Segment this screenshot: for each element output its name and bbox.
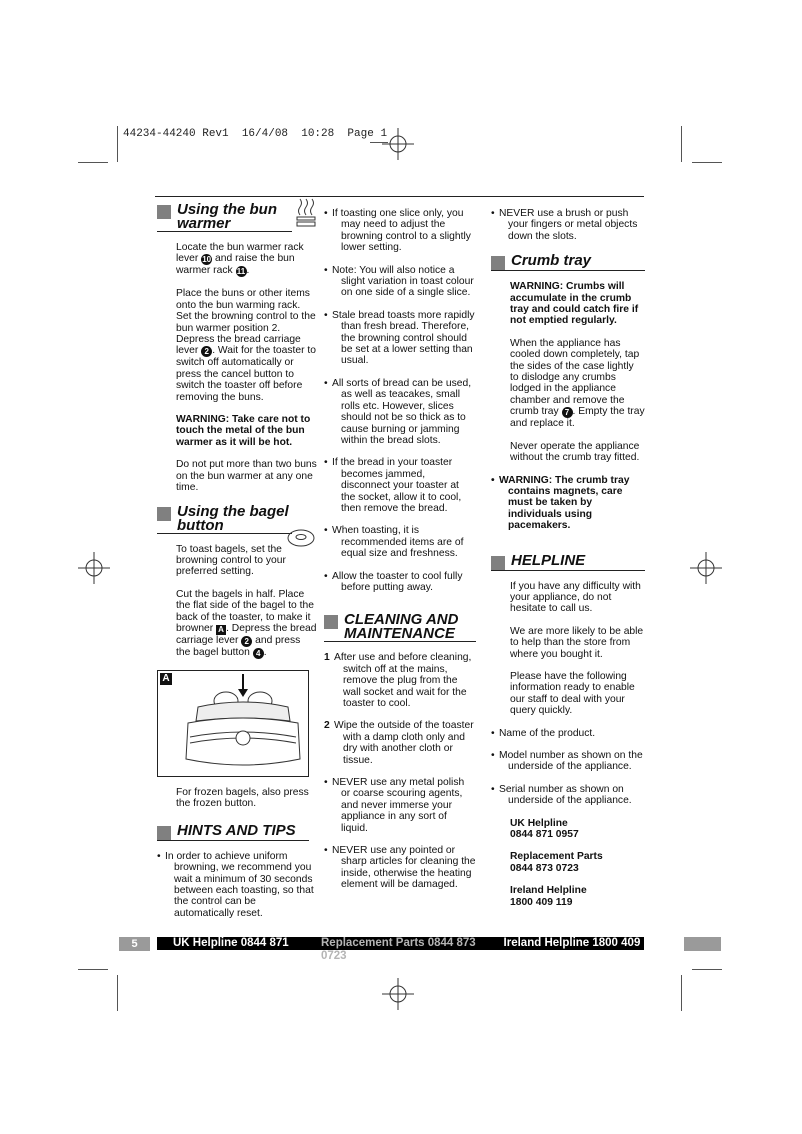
crop-mark — [681, 975, 682, 1011]
helpline-heading-text: HELPLINE — [511, 551, 586, 569]
crumb-p2: Never operate the appliance without the crumb tray fitted. — [510, 440, 640, 464]
crop-mark — [692, 162, 722, 163]
ireland-helpline-number: 1800 409 119 — [510, 896, 573, 908]
callout-10-icon: 10 — [202, 255, 212, 265]
numbered-step: 2 Wipe the outside of the toaster with a damp cloth only and dry with another cloth or tissue. — [324, 720, 474, 766]
bun-p1a: Locate the bun warmer rack lever — [176, 242, 304, 265]
list-item: • When toasting, it is recommended items are of equal size and freshness. — [324, 525, 464, 560]
heading-square-icon — [157, 205, 171, 219]
crop-mark — [117, 126, 118, 162]
hints-heading — [157, 821, 309, 841]
page-number: 5 — [119, 937, 150, 951]
bagel-p2d: . — [263, 646, 267, 658]
hints-heading-text: HINTS AND TIPS — [177, 821, 296, 839]
footer-grey-block — [684, 937, 721, 951]
footer-replacement-parts: Replacement Parts 0844 873 0723 — [321, 937, 476, 962]
bagel-p2a: Cut the bagels in half. Place the flat side of the bagel to the back of the toaster, to make it browner — [176, 588, 314, 634]
list-item: • If the bread in your toaster becomes jammed, disconnect your toaster at the socket, allow it to cool, then remove the bread. — [324, 457, 462, 514]
bun-p2a: Place the buns or other items onto the bun warming rack. Set the browning control to the bun warmer position 2. Depress the bread carriage lever — [176, 288, 316, 357]
list-item: • All sorts of bread can be used, as well as teacakes, small rolls etc. However, slices should not be so thick as to cause burning or jamming within the bread slots. — [324, 377, 472, 446]
parts-number: 0844 873 0723 — [510, 862, 579, 874]
column-3 — [491, 208, 645, 919]
uk-helpline-label: UK Helpline — [510, 817, 568, 829]
crumb-p1a: When the appliance has cooled down completely, tap the sides of the case lightly to dislodge any crumbs lodged in the appliance chamber and remove the crumb tray — [510, 337, 640, 418]
bun-heading-line2: warmer — [177, 215, 231, 232]
bun-p1c: . — [246, 265, 250, 277]
bun-heading-line1: Using the bun — [177, 201, 277, 218]
list-item: • NEVER use any metal polish or coarse scouring agents, and never immerse your appliance in any sort of liquid. — [324, 777, 465, 834]
list-item: • Allow the toaster to cool fully before putting away. — [324, 570, 463, 593]
bun-warning: WARNING: Take care not to touch the metal of the bun warmer as it will be hot. — [176, 414, 311, 448]
crumb-heading-text: Crumb tray — [511, 252, 592, 270]
list-item: • Model number as shown on the underside of the appliance. — [491, 750, 643, 773]
footer-bar — [157, 937, 644, 962]
bagel-p2b: . Depress the bread carriage lever — [176, 622, 317, 646]
callout-2-icon: 2 — [241, 636, 252, 647]
column-2 — [324, 208, 476, 902]
cleaning-heading-line1: CLEANING AND — [344, 611, 459, 629]
heading-square-icon — [157, 826, 171, 840]
cleaning-heading — [324, 613, 476, 642]
crumb-p1b: . Empty the tray and replace it. — [510, 406, 645, 430]
bun-warmer-heading — [157, 203, 292, 232]
footer-uk-helpline: UK Helpline 0844 871 0957 — [173, 937, 289, 962]
bun-warmer-icon — [295, 197, 317, 227]
toaster-illustration — [158, 671, 308, 776]
parts-label: Replacement Parts — [510, 851, 603, 863]
footer-ireland-helpline: Ireland Helpline 1800 409 119 — [503, 937, 641, 962]
list-item: • Stale bread toasts more rapidly than fresh bread. Therefore, the browning control should be set at a lower setting than usual. — [324, 309, 475, 367]
list-item: • If toasting one slice only, you may need to adjust the browning control to a slightly lower setting. — [324, 208, 471, 254]
registration-mark-bottom-icon — [382, 978, 414, 1010]
bagel-p2c: and press the bagel button — [176, 634, 301, 658]
list-item: • In order to achieve uniform browning, we recommend you wait a minimum of 30 seconds between each toasting, so that the control can be automatically reset. — [157, 850, 314, 919]
bagel-heading-line1: Using the bagel — [177, 502, 289, 520]
cleaning-heading-line2: MAINTENANCE — [344, 625, 455, 643]
top-rule — [155, 196, 644, 197]
bagel-heading-line2: button — [177, 516, 224, 534]
list-item: • Name of the product. — [491, 727, 596, 739]
crop-mark — [117, 975, 118, 1011]
list-item: • Serial number as shown on underside of the appliance. — [491, 783, 632, 807]
column-1 — [157, 203, 317, 930]
help-p2: We are more likely to be able to help than the store from where you bought it. — [510, 625, 644, 660]
list-item: • NEVER use a brush or push your fingers or metal objects down the slots. — [491, 208, 638, 242]
callout-7-icon: 7 — [562, 407, 573, 418]
figure-label-a: A — [160, 673, 172, 685]
crumb-tray-heading — [491, 254, 645, 271]
bagel-p1: To toast bagels, set the browning control to your preferred setting. — [176, 543, 286, 578]
crop-mark — [78, 969, 108, 970]
crop-mark — [692, 969, 722, 970]
callout-11-icon: 11 — [236, 267, 246, 277]
registration-mark-top-icon — [382, 128, 414, 160]
help-p1: If you have any difficulty with your appliance, do not hesitate to call us. — [510, 580, 641, 615]
bagel-p3: For frozen bagels, also press the frozen button. — [176, 786, 309, 810]
crop-mark — [681, 126, 682, 162]
bagel-icon — [287, 528, 315, 548]
helpline-heading — [491, 551, 645, 571]
bun-p3: Do not put more than two buns on the bun warmer at any one time. — [176, 459, 317, 494]
callout-2-icon: 2 — [201, 346, 212, 357]
figure-ref-a-icon: A — [216, 625, 226, 635]
callout-4-icon: 4 — [253, 648, 264, 659]
registration-mark-right-icon — [690, 552, 722, 584]
heading-square-icon — [491, 556, 505, 570]
bagel-figure — [157, 670, 309, 777]
heading-square-icon — [157, 507, 171, 521]
crumb-warning: WARNING: Crumbs will accumulate in the crumb tray and could catch fire if not emptied regularly. — [510, 281, 639, 327]
uk-helpline-number: 0844 871 0957 — [510, 829, 579, 841]
crop-mark — [78, 162, 108, 163]
list-item: • Note: You will also notice a slight variation in toast colour on one side of a single slice. — [324, 264, 474, 299]
print-slug: 44234-44240 Rev1 16/4/08 10:28 Page 1 — [123, 128, 388, 140]
bagel-heading — [157, 502, 292, 534]
heading-square-icon — [491, 256, 505, 270]
bun-p1b: and raise the bun warmer rack — [176, 253, 295, 277]
help-p3: Please have the following information ready to enable our staff to deal with your query quickly. — [510, 670, 635, 717]
numbered-step: 1 After use and before cleaning, switch off at the mains, remove the plug from the wall socket and wait for the toaster to cool. — [324, 652, 472, 709]
list-item: • NEVER use any pointed or sharp articles for cleaning the inside, otherwise the heating element will be damaged. — [324, 845, 476, 891]
registration-mark-left-icon — [78, 552, 110, 584]
ireland-helpline-label: Ireland Helpline — [510, 885, 587, 897]
bun-p2b: . Wait for the toaster to switch off automatically or press the cancel button to switch the toaster off before removing the buns. — [176, 345, 316, 403]
list-item: • WARNING: The crumb tray contains magnets, care must be taken by individuals using pacemakers. — [491, 474, 630, 532]
heading-square-icon — [324, 615, 338, 629]
